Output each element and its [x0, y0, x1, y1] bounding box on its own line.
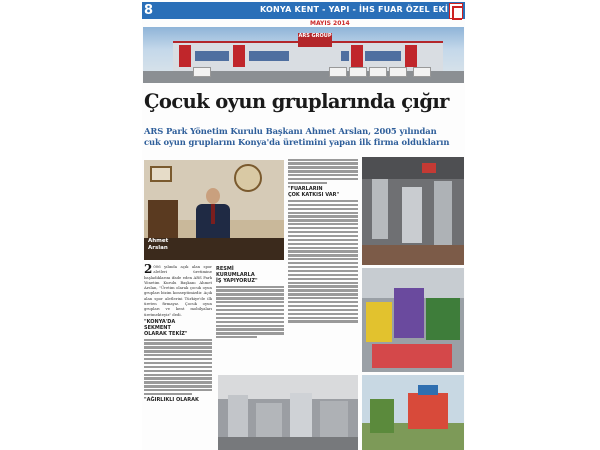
newspaper-page: [142, 0, 465, 450]
floor: [218, 437, 358, 450]
column-2-body-lines: [216, 286, 284, 339]
truck: [369, 67, 387, 77]
building-red-stripe: [233, 45, 245, 67]
section-title: KONYA KENT - YAPI - İHS FUAR ÖZEL EKİ: [260, 5, 449, 14]
metal-frame: [402, 187, 422, 243]
publication-logo-icon: [449, 3, 463, 19]
truck: [389, 67, 407, 77]
article-column-1: [144, 264, 212, 450]
subhead-konya-sekment: "KONYA'DA SEKMENT OLARAK TEKİZ": [144, 318, 188, 337]
factory-floor: [362, 245, 464, 265]
building-windows: [249, 51, 289, 61]
tree: [370, 399, 394, 433]
green-panel: [426, 298, 460, 340]
playground-roof: [418, 385, 438, 395]
equipment-production-photo: [362, 157, 464, 265]
red-part: [422, 163, 436, 173]
column-1-body-lines: [144, 339, 212, 396]
fitness-equipment-photo: [218, 375, 358, 450]
fitness-machine: [290, 393, 312, 441]
column-3-body-lines-top: [288, 159, 358, 185]
drop-cap: 2: [144, 264, 153, 276]
yellow-panel: [366, 302, 392, 342]
metal-frame: [372, 179, 388, 239]
building-windows: [341, 51, 349, 61]
building-windows: [365, 51, 401, 61]
truck: [193, 67, 211, 77]
article-column-2: [216, 264, 284, 372]
wall-clock-frame: [234, 164, 262, 192]
opening-text: 006 yılında açık alan spor aletleri üretimine başladıklarını ifade eden ARS Park Yönetim Kurulu Başkanı Ahmet Arslan, "Üretim olarak çocuk oyun grupları bizim konseptimizdir. Açık alan spor aletlerini Türkiye'de ilk üreten firmayız. Çocuk oyun grupları ve kent mobilyaları üretmekteyiz" dedi.: [144, 264, 212, 317]
building-red-stripe: [179, 45, 191, 67]
section-header-band: [142, 2, 465, 19]
photo-caption: Ahmet Arslan: [148, 238, 169, 251]
factory-building-photo: [143, 27, 464, 83]
truck: [349, 67, 367, 77]
subhead-fuarlarin-katkisi: "FUARLARIN ÇOK KATKISI VAR": [288, 186, 340, 199]
building-red-stripe: [351, 45, 363, 67]
company-sign: ARS GROUP: [298, 33, 332, 47]
metal-frame: [434, 181, 452, 245]
article-headline: Çocuk oyun gruplarında çığır: [144, 90, 449, 113]
fitness-machine: [320, 401, 348, 439]
person-tie: [211, 204, 215, 224]
playground-modules-photo: [362, 268, 464, 372]
fitness-machine: [228, 395, 248, 439]
subhead-resmi-kurumlar: RESMİ KURUMLARLA İŞ YAPIYORUZ": [216, 266, 258, 284]
subhead-agirlikli-olarak: "AĞIRLIKLI OLARAK: [144, 397, 199, 404]
article-column-3: [288, 157, 358, 373]
article-deck: ARS Park Yönetim Kurulu Başkanı Ahmet Arslan, 2005 yılından cuk oyun gruplarını Konya'da üretimini yapan ilk firma oldukların: [144, 126, 450, 147]
person-head: [206, 188, 220, 204]
opening-paragraph: [144, 264, 212, 317]
bookshelf: [148, 200, 178, 240]
factory-ceiling: [362, 157, 464, 179]
red-slide: [372, 344, 452, 368]
fitness-machine: [256, 403, 282, 439]
wall-frame: [150, 166, 172, 182]
portrait-photo: [144, 160, 284, 260]
truck: [413, 67, 431, 77]
building-red-stripe: [405, 45, 417, 67]
building-windows: [195, 51, 229, 61]
purple-panel: [394, 288, 424, 338]
playground-tower: [408, 393, 448, 429]
issue-date: MAYIS 2014: [310, 20, 350, 27]
outdoor-playground-photo: [362, 375, 464, 450]
column-3-body-lines: [288, 200, 358, 323]
truck: [329, 67, 347, 77]
page-number: 8: [144, 3, 154, 18]
